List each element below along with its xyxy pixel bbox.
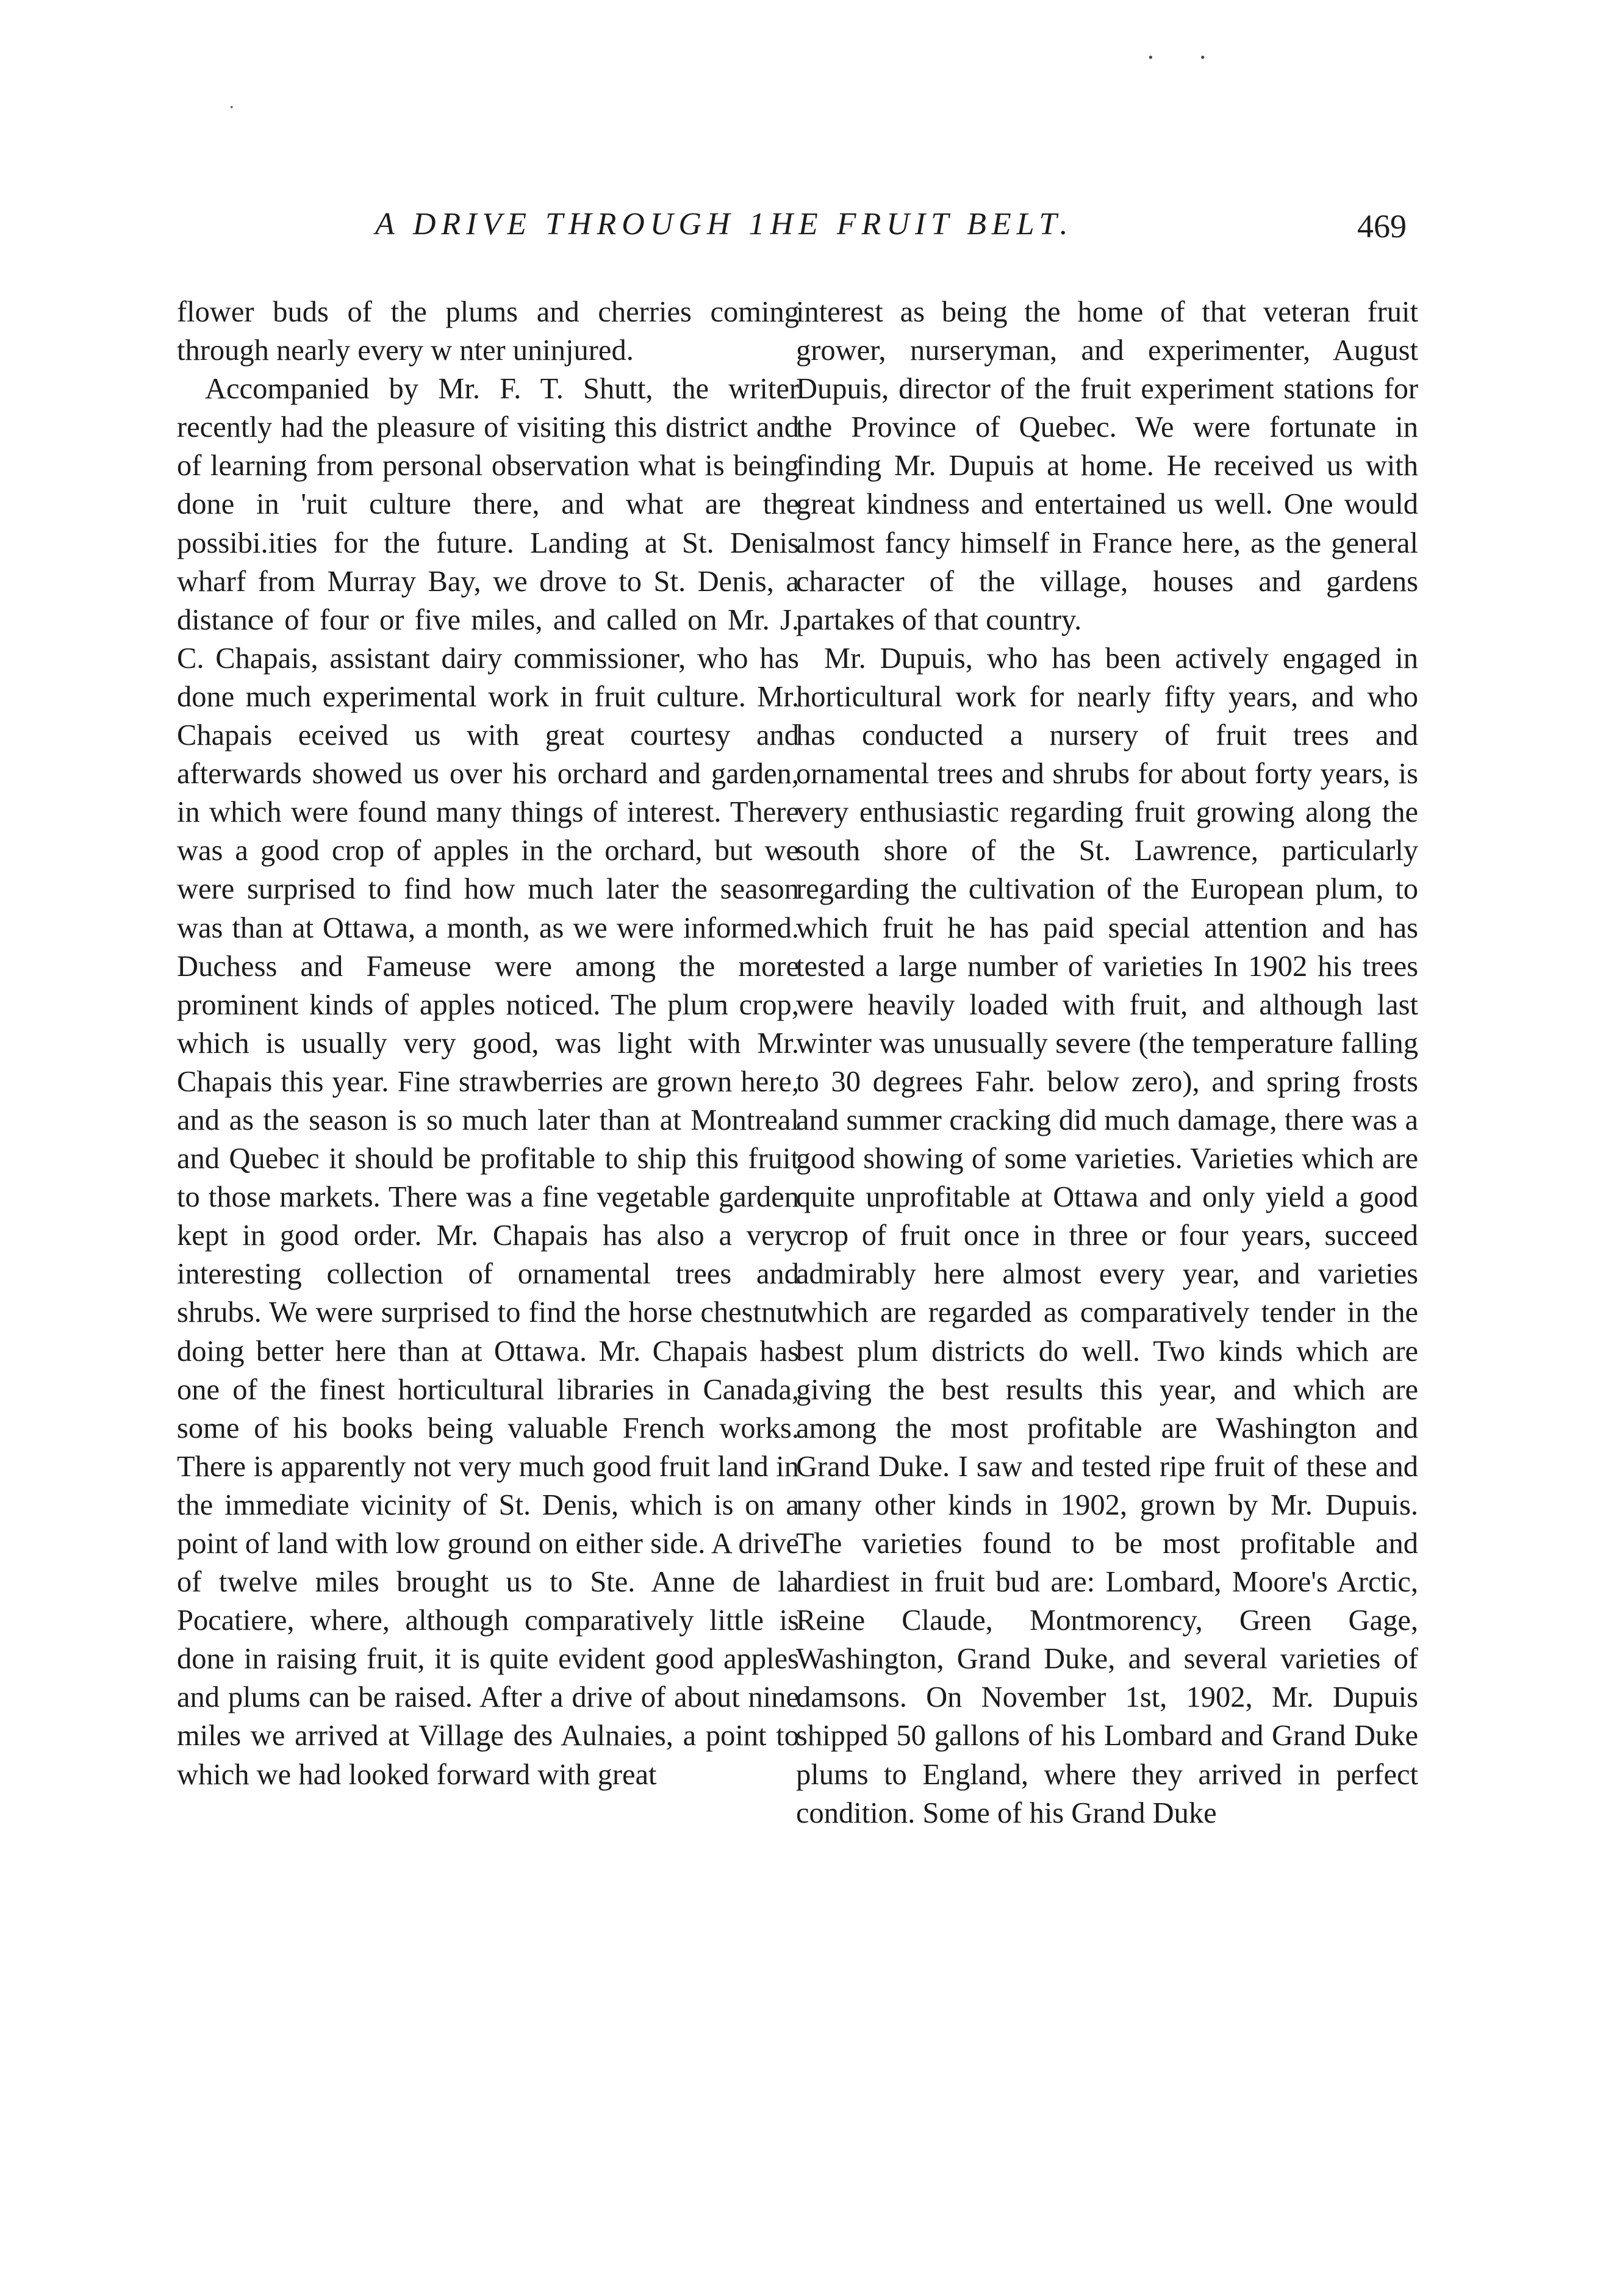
print-specks: . . bbox=[1147, 37, 1225, 65]
paragraph: flower buds of the plums and cherries coming through nearly every w nter uninjured. bbox=[177, 296, 799, 367]
paragraph: Accompanied by Mr. F. T. Shutt, the writer recently had the pleasure of visiting this district and of learning from personal observation what is being done in 'ruit culture there, and what are the possibi.ities for the future. Landing at St. Denis wharf from Murray Bay, we drove to St. Denis, a distance of four or five miles, and called on Mr. J. C. Chapais, assistant dairy commissioner, who has done much experimental work in fruit culture. Mr. Chapais eceived us with great courtesy and afterwards showed us over his orchard and garden, in which were found many things of interest. There was a good crop of apples in the orchard, but we were surprised to find how much later the season was than at Ottawa, a month, as we were informed. Duchess and Fameuse were among the more prominent kinds of apples noticed. The plum crop, which is usually very good, was light with Mr. Chapais this year. Fine strawberries are grown here, and as the season is so much later than at Montreal and Quebec it should be profitable to ship this fruit to those markets. There was a fine vegetable garden kept in good order. Mr. Chapais has also a very interesting collection of ornamental trees and shrubs. We were surprised to find the horse chestnut doing better here than at Ottawa. Mr. Chapais has one of the finest horticultural libraries in Canada, some of his books being valuable French works. There is apparently not very much good fruit land in the immediate vicinity of St. Denis, which is on a point of land with low ground on either side. A drive of twelve miles brought us to Ste. Anne de la Pocatiere, where, although comparatively little is done in raising fruit, it is quite evident good apples and plums can be raised. After a drive of about nine miles we arrived at Village des Aulnaies, a point to which we had looked forward with great bbox=[177, 373, 799, 1791]
running-header bbox=[0, 206, 1603, 255]
running-title-part-2: 1HE FRUIT BELT. bbox=[748, 207, 1074, 242]
left-column bbox=[177, 293, 799, 1794]
running-title-part-1: A DRIVE THROUGH bbox=[375, 207, 749, 242]
right-column bbox=[796, 293, 1418, 1832]
running-title bbox=[375, 206, 1168, 242]
paragraph: Mr. Dupuis, who has been actively engaged in horticultural work for nearly fifty years, and who has conducted a nursery of fruit trees and ornamental trees and shrubs for about forty years, is very enthusiastic regarding fruit growing along the south shore of the St. Lawrence, particularly regarding the cultivation of the European plum, to which fruit he has paid special attention and has tested a large number of varieties In 1902 his trees were heavily loaded with fruit, and although last winter was unusually severe (the temperature falling to 30 degrees Fahr. below zero), and spring frosts and summer cracking did much damage, there was a good showing of some varieties. Varieties which are quite unprofitable at Ottawa and only yield a good crop of fruit once in three or four years, succeed admirably here almost every year, and varieties which are regarded as comparatively tender in the best plum districts do well. Two kinds which are giving the best results this year, and which are among the most profitable are Washington and Grand Duke. I saw and tested ripe fruit of these and many other kinds in 1902, grown by Mr. Dupuis. The varieties found to be most profitable and hardiest in fruit bud are: Lombard, Moore's Arctic, Reine Claude, Montmorency, Green Gage, Washington, Grand Duke, and several varieties of damsons. On November 1st, 1902, Mr. Dupuis shipped 50 gallons of his Lombard and Grand Duke plums to England, where they arrived in perfect condition. Some of his Grand Duke bbox=[796, 642, 1418, 1829]
paragraph: interest as being the home of that veteran fruit grower, nurseryman, and experimenter, August Dupuis, director of the fruit experiment stations for the Province of Quebec. We were fortunate in finding Mr. Dupuis at home. He received us with great kindness and entertained us well. One would almost fancy himself in France here, as the general character of the village, houses and gardens partakes of that country. bbox=[796, 296, 1418, 636]
page-number: 469 bbox=[1357, 208, 1407, 245]
print-speck: . bbox=[229, 91, 235, 113]
